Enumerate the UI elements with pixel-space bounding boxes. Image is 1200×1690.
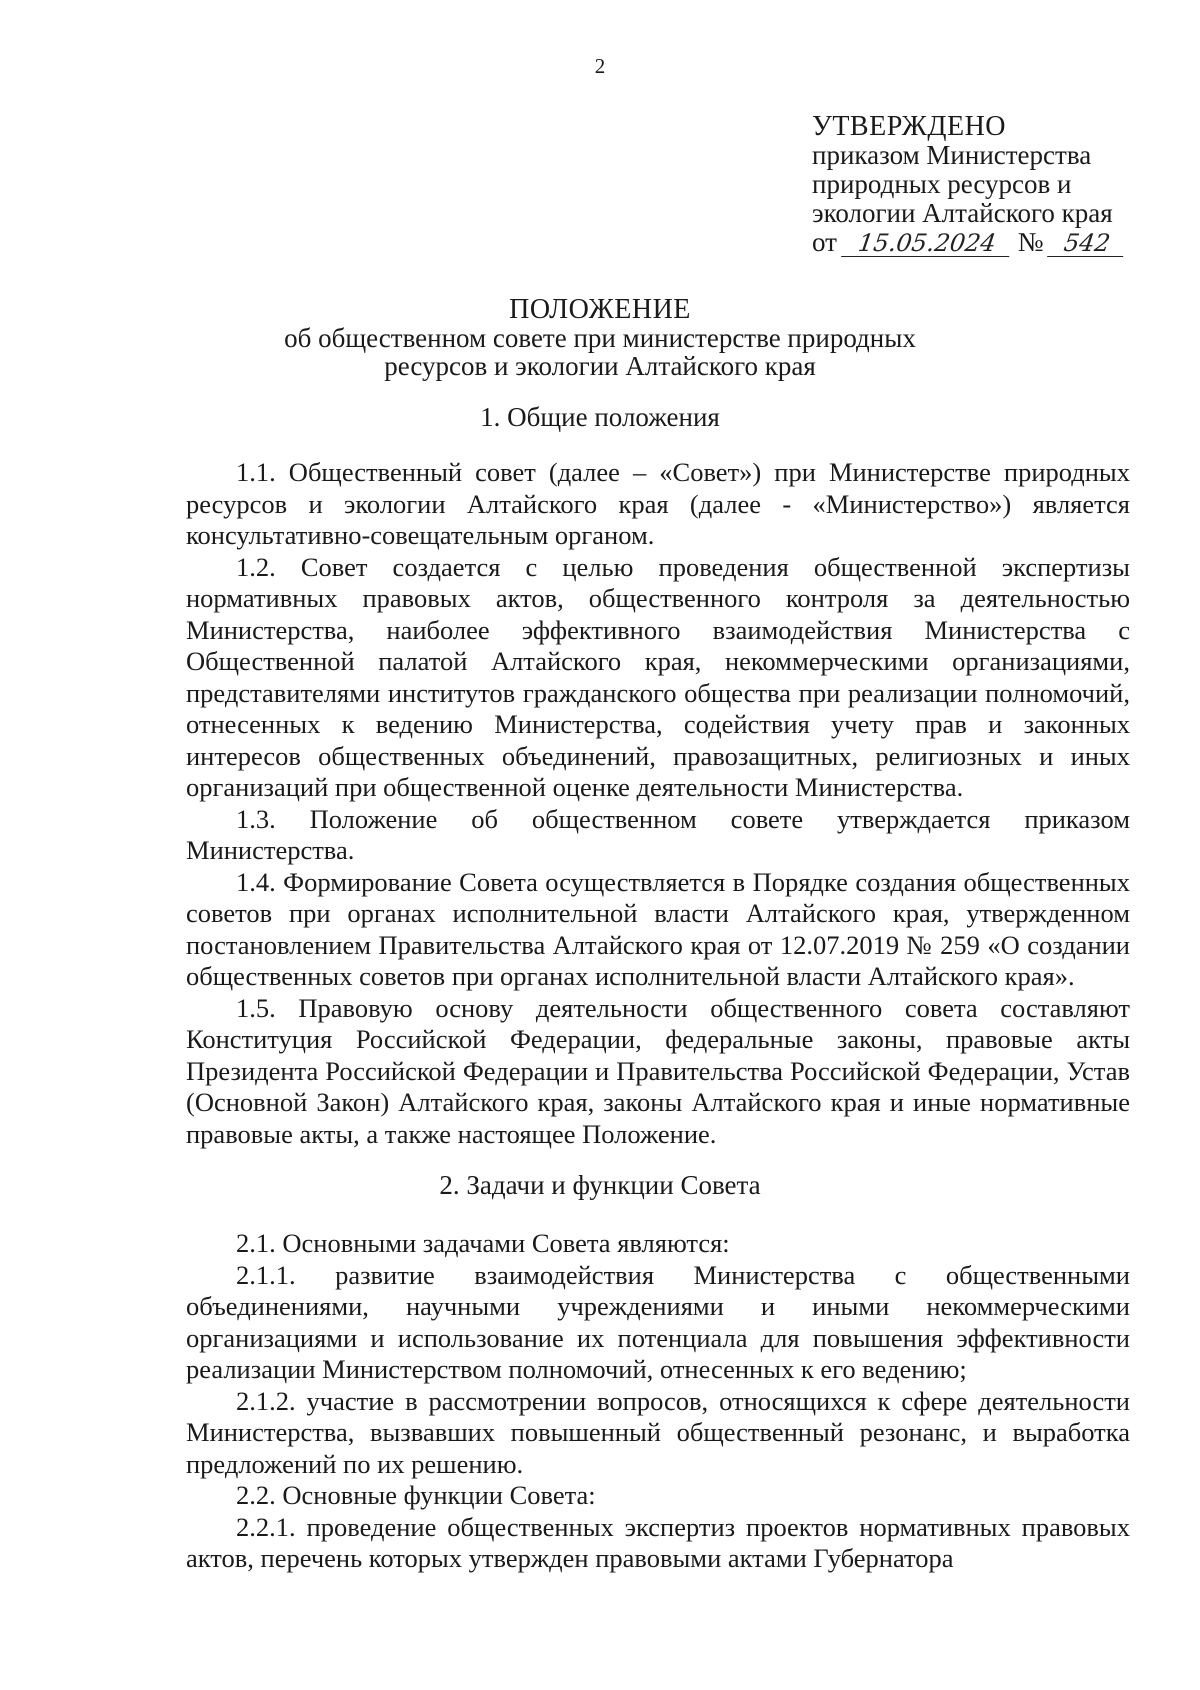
approval-heading: УТВЕРЖДЕНО bbox=[812, 111, 1007, 142]
paragraph: 1.4. Формирование Совета осуществляется в Порядке создания общественных советов при органах исполнительной власти Алтайского края, утвержденном постановлением Правительства Алтайского края от 12.07.2019 № 259 «О создании общественных советов при органах исполнительной власти Алтайского края». bbox=[186, 866, 1130, 991]
paragraph: 2.1. Основными задачами Совета являются: bbox=[236, 1228, 730, 1258]
page-number: 2 bbox=[594, 54, 606, 78]
approval-line: экологии Алтайского края bbox=[812, 198, 1113, 228]
section-2-body bbox=[186, 1228, 1130, 1575]
approval-date-line bbox=[812, 228, 1182, 257]
paragraph: 2.2. Основные функции Совета: bbox=[236, 1480, 596, 1510]
section-1-body bbox=[186, 457, 1130, 1150]
section-2-heading: 2. Задачи и функции Совета bbox=[439, 1170, 761, 1200]
section-1-heading: 1. Общие положения bbox=[480, 402, 720, 432]
subtitle-line: об общественном совете при министерстве природных bbox=[284, 323, 916, 353]
number-prefix: № bbox=[1017, 227, 1044, 257]
document-title bbox=[0, 296, 1200, 380]
handwritten-date: 15.05.2024 bbox=[841, 230, 1013, 257]
paragraph: 2.1.1. развитие взаимодействия Министерства с общественными объединениями, научными учреждениями и иными некоммерческими организациями и использование их потенциала для повышения эффективности реализации Министерством полномочий, отнесенных к его ведению; bbox=[186, 1259, 1130, 1384]
page-title: ПОЛОЖЕНИЕ bbox=[509, 294, 691, 325]
paragraph: 2.2.1. проведение общественных экспертиз проектов нормативных правовых актов, перечень которых утвержден правовыми актами Губернатора bbox=[186, 1511, 1130, 1573]
paragraph: 1.2. Совет создается с целью проведения общественной экспертизы нормативных правовых актов, общественного контроля за деятельностью Министерства, наиболее эффективного взаимодействия Министерства с Общественной палатой Алтайского края, некоммерческими организациями, представителями институтов гражданского общества при реализации полномочий, отнесенных к ведению Министерства, содействия учету прав и законных интересов общественных объединений, правозащитных, религиозных и иных организаций при общественной оценке деятельности Министерства. bbox=[186, 551, 1130, 802]
paragraph: 2.1.2. участие в рассмотрении вопросов, относящихся к сфере деятельности Министерства, вызвавших повышенный общественный резонанс, и выработка предложений по их решению. bbox=[186, 1385, 1130, 1479]
paragraph: 1.3. Положение об общественном совете утверждается приказом Министерства. bbox=[186, 803, 1130, 865]
approval-line: приказом Министерства bbox=[812, 140, 1092, 170]
approval-line: природных ресурсов и bbox=[812, 169, 1072, 199]
date-prefix: от bbox=[812, 227, 837, 257]
paragraph: 1.1. Общественный совет (далее – «Совет») при Министерстве природных ресурсов и экологии Алтайского края (далее - «Министерство») является консультативно-совещательным органом. bbox=[186, 457, 1130, 550]
approval-stamp bbox=[812, 112, 1182, 257]
paragraph: 1.5. Правовую основу деятельности общественного совета составляют Конституция Российской Федерации, федеральные законы, правовые акты Президента Российской Федерации и Правительства Российской Федерации, Устав (Основной Закон) Алтайского края, законы Алтайского края и иные нормативные правовые акты, а также настоящее Положение. bbox=[186, 992, 1130, 1149]
subtitle-line: ресурсов и экологии Алтайского края bbox=[384, 351, 816, 381]
handwritten-number: 542 bbox=[1048, 230, 1128, 257]
